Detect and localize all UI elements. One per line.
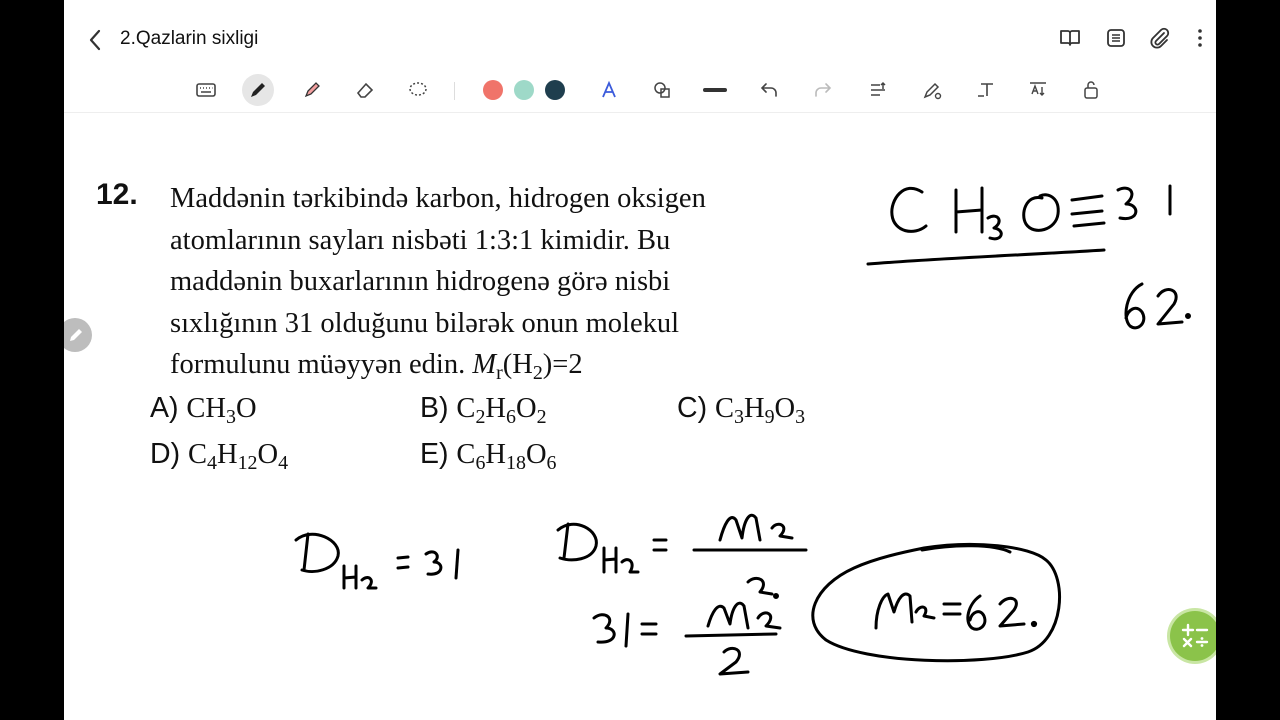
handwritten-result-mh2-62 [813,544,1060,660]
question-line: Maddənin tərkibində karbon, hidrogen oksigen [170,183,706,214]
handwritten-62 [1126,284,1190,328]
handwritten-formula-ch3o [868,186,1170,264]
question-line: maddənin buxarlarının hidrogenə görə nisbi [170,266,671,297]
option-a: A) $CH_3O$ [150,392,257,428]
handwritten-31-eq [594,578,780,674]
floating-pen-handle[interactable] [64,318,92,352]
option-b: B) $C_2H_6O_2$ [420,392,547,428]
handwritten-density-eq [296,534,458,588]
handwritten-density-formula [558,515,806,572]
note-page [64,0,1216,720]
calculator-icon [1170,611,1216,661]
question-line: formulunu müəyyən edin. $M_r(H_2)=2$ [170,349,583,384]
pencil-icon [64,318,92,352]
calculator-button[interactable] [1170,611,1216,661]
handwriting-layer [64,0,1216,720]
option-d: D) $C_4H_{12}O_4$ [150,438,289,474]
question-line: atomlarının sayları nisbəti 1:3:1 kimidir. Bu [170,224,671,256]
option-c: C) $C_3H_9O_3$ [677,392,806,428]
option-e: E) $C_6H_{18}O_6$ [420,438,557,474]
note-title: 2.Qazlarin sixligi [120,28,259,49]
question-line: sıxlığının 31 olduğunu bilərək onun molekul [170,307,680,339]
question-number: 12. [96,178,138,211]
